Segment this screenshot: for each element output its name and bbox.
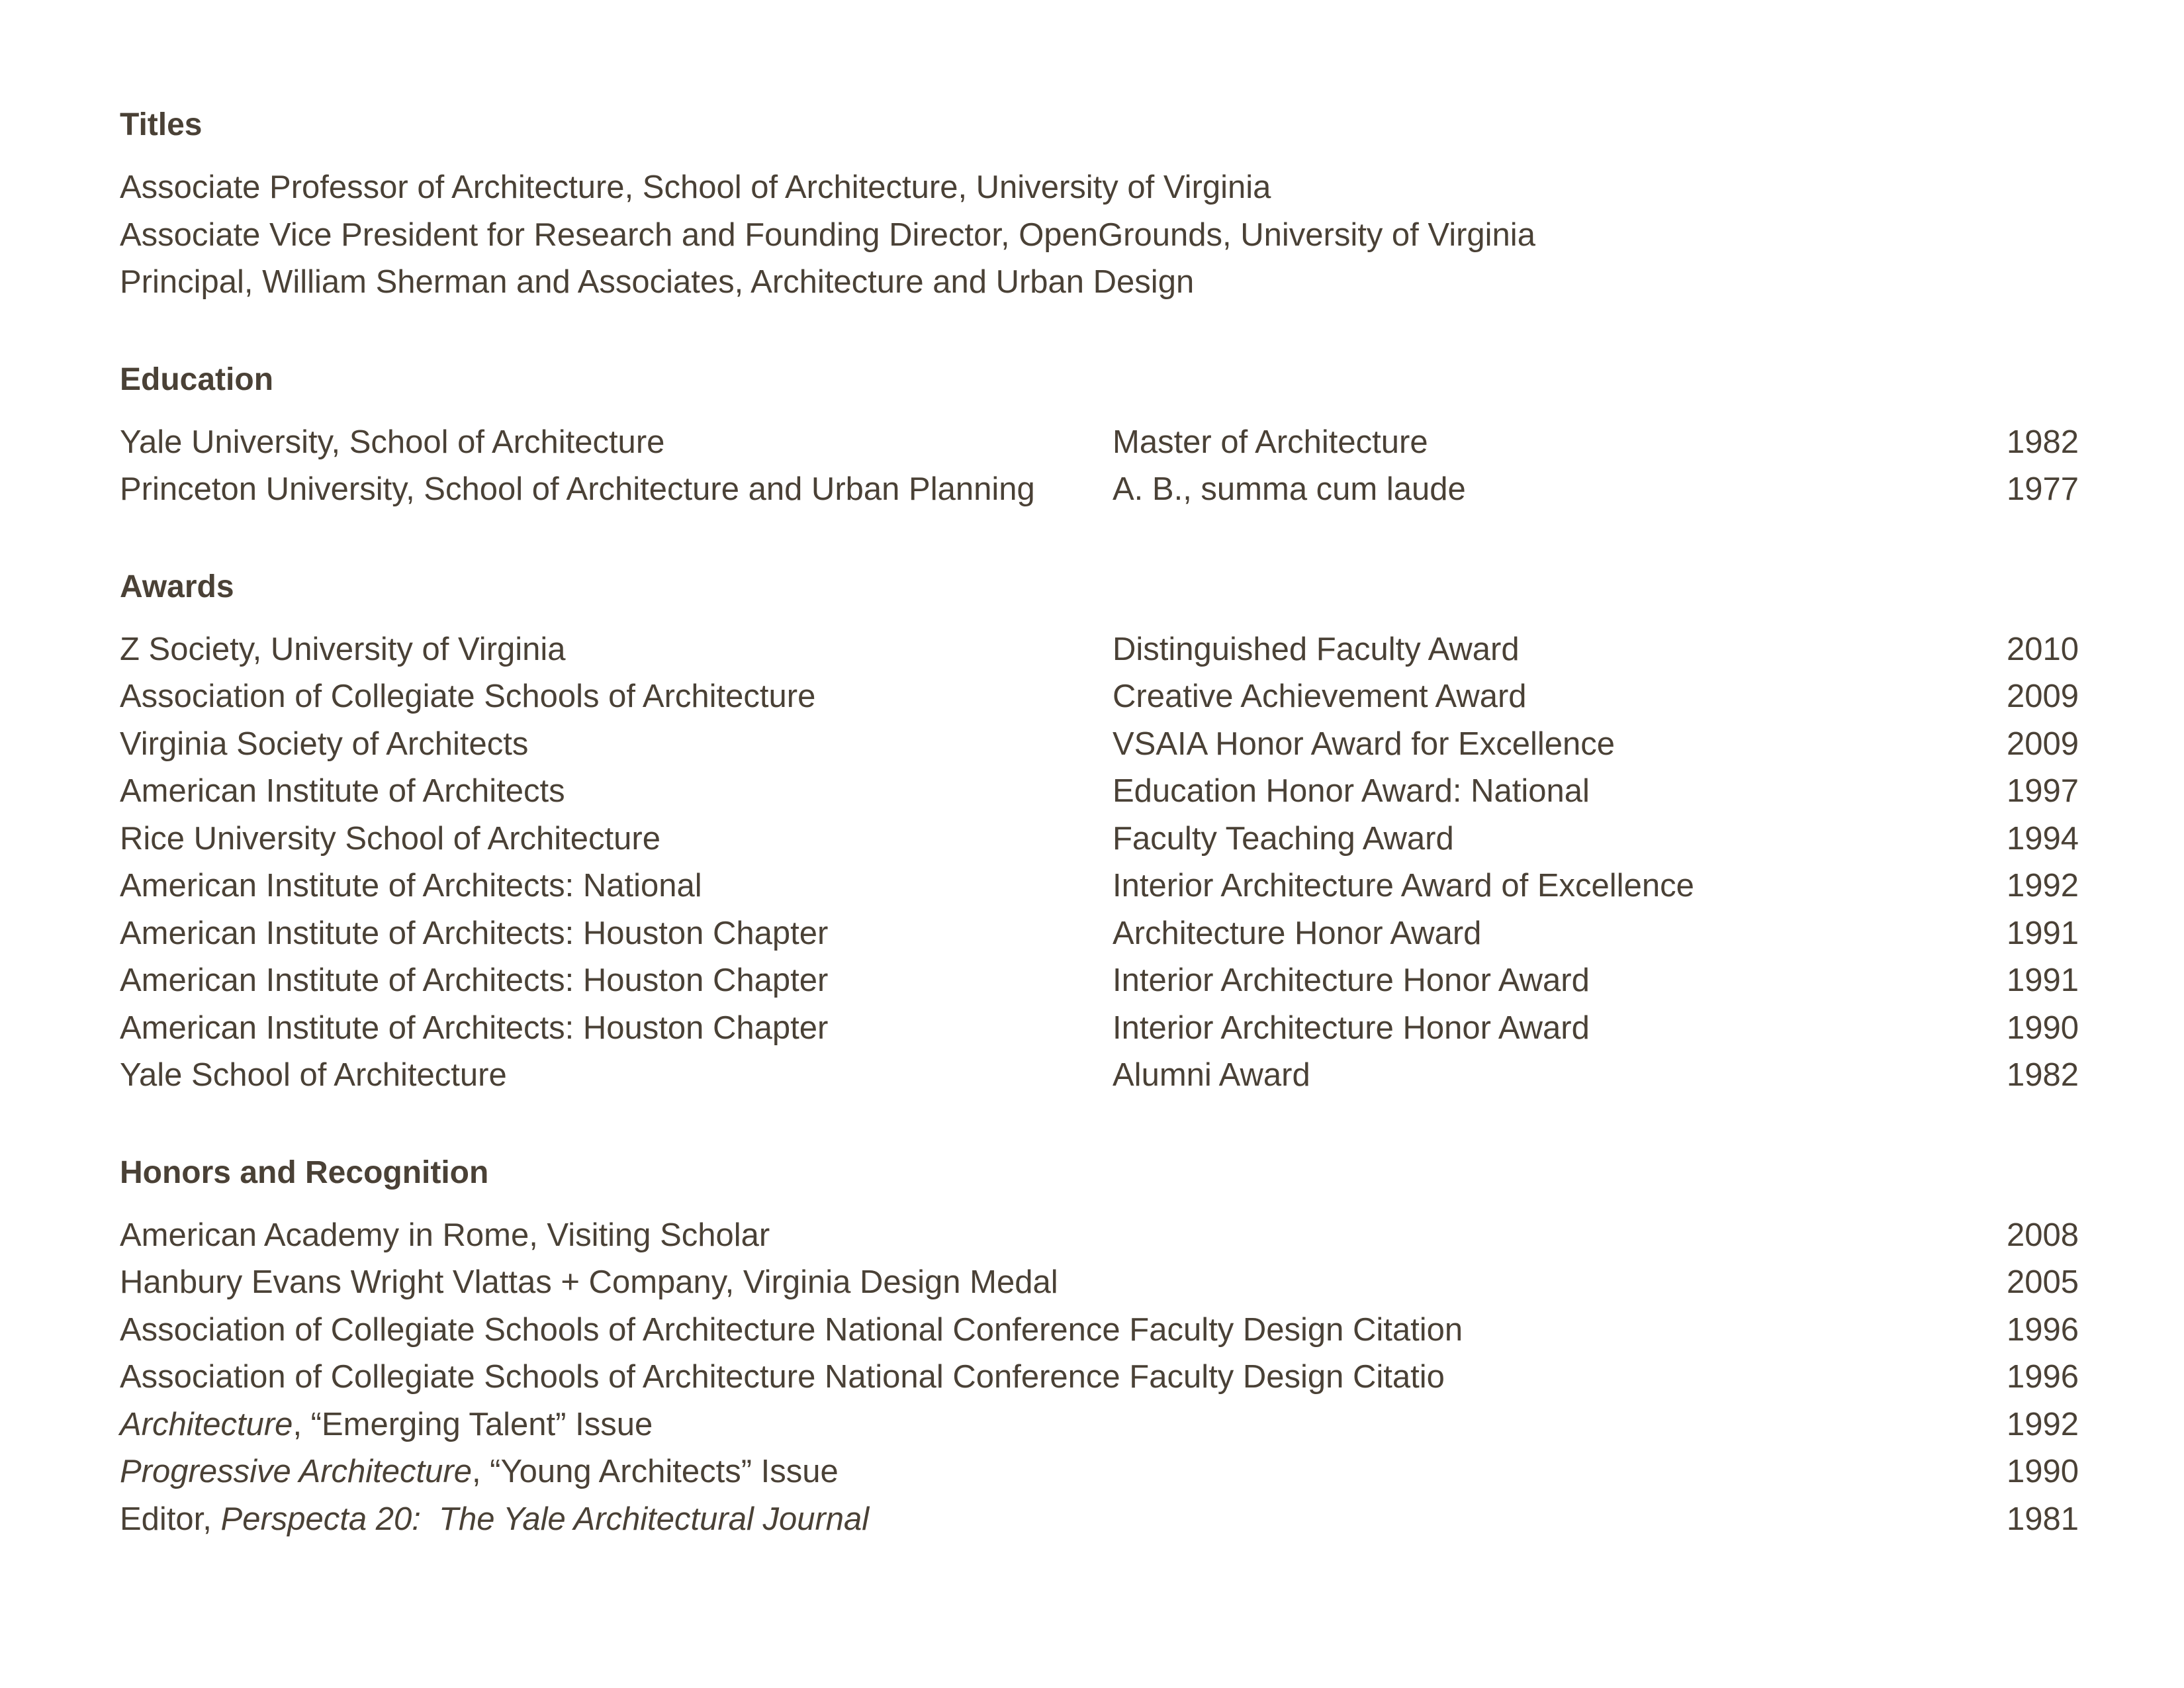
award-name: Faculty Teaching Award: [1113, 820, 1454, 857]
award-name: Distinguished Faculty Award: [1113, 631, 1520, 667]
award-organization: Z Society, University of Virginia: [120, 631, 566, 667]
award-organization: American Institute of Architects: National: [120, 868, 702, 904]
honor-publication-title: Architecture: [120, 1406, 293, 1442]
honor-text: American Academy in Rome, Visiting Scholar: [120, 1217, 770, 1253]
honor-text: [120, 1496, 869, 1544]
honor-text-prefix: Editor,: [120, 1501, 221, 1537]
cv-page: [120, 106, 2079, 1597]
honor-text-rest: , “Emerging Talent” Issue: [293, 1406, 653, 1442]
section-heading-honors: Honors and Recognition: [120, 1154, 489, 1190]
title-text: Principal, William Sherman and Associates, Architecture and Urban Design: [120, 264, 1195, 300]
honor-year: 1996: [2006, 1311, 2079, 1348]
title-text: Associate Professor of Architecture, School of Architecture, University of Virginia: [120, 169, 1271, 205]
honor-year: 1996: [2006, 1359, 2079, 1395]
award-row: [120, 1052, 2079, 1100]
section-heading-awards: Awards: [120, 569, 234, 604]
education-year: 1977: [2006, 471, 2079, 507]
honor-row: [120, 1307, 2079, 1354]
education-institution: Yale University, School of Architecture: [120, 424, 665, 460]
education-institution: Princeton University, School of Architecture and Urban Planning: [120, 471, 1035, 507]
honor-text: Association of Collegiate Schools of Architecture National Conference Faculty Design Citatio: [120, 1359, 1445, 1395]
award-row: [120, 768, 2079, 816]
award-row: [120, 626, 2079, 674]
honor-row: [120, 1212, 2079, 1260]
honor-text-rest: , “Young Architects” Issue: [471, 1454, 839, 1489]
award-organization: American Institute of Architects: [120, 773, 565, 809]
award-organization: Yale School of Architecture: [120, 1057, 507, 1093]
award-organization: American Institute of Architects: Houston Chapter: [120, 915, 829, 951]
award-row: [120, 1005, 2079, 1053]
award-year: 1990: [2006, 1009, 2079, 1046]
award-year: 1982: [2006, 1057, 2079, 1093]
award-year: 1997: [2006, 773, 2079, 809]
education-section: [120, 361, 2079, 514]
honor-publication-title: Perspecta 20: The Yale Architectural Journal: [220, 1501, 870, 1537]
honor-year: 1992: [2006, 1406, 2079, 1442]
education-row: [120, 466, 2079, 514]
titles-section: [120, 106, 2079, 306]
honor-row: [120, 1448, 2079, 1496]
honor-year: 1981: [2006, 1501, 2079, 1537]
award-name: Interior Architecture Honor Award: [1113, 962, 1590, 998]
award-row: [120, 863, 2079, 910]
honor-row: [120, 1259, 2079, 1307]
section-heading-education: Education: [120, 361, 274, 397]
honor-text: Association of Collegiate Schools of Architecture National Conference Faculty Design Citation: [120, 1311, 1463, 1348]
honor-year: 2005: [2006, 1264, 2079, 1300]
title-text: Associate Vice President for Research and Founding Director, OpenGrounds, University of Virginia: [120, 216, 1535, 253]
section-heading-titles: Titles: [120, 107, 203, 142]
award-name: VSAIA Honor Award for Excellence: [1113, 726, 1615, 762]
award-name: Creative Achievement Award: [1113, 679, 1527, 714]
award-organization: Association of Collegiate Schools of Architecture: [120, 679, 816, 714]
award-name: Architecture Honor Award: [1113, 915, 1482, 951]
title-item: [120, 212, 2079, 259]
education-year: 1982: [2006, 424, 2079, 460]
honor-publication-title: Progressive Architecture: [120, 1454, 472, 1489]
award-row: [120, 721, 2079, 769]
award-row: [120, 957, 2079, 1005]
award-name: Education Honor Award: National: [1113, 773, 1590, 809]
award-year: 1992: [2006, 868, 2079, 904]
awards-section: [120, 568, 2079, 1100]
award-organization: Rice University School of Architecture: [120, 820, 660, 857]
education-row: [120, 419, 2079, 467]
education-degree: Master of Architecture: [1113, 424, 1428, 460]
education-degree: A. B., summa cum laude: [1113, 471, 1466, 507]
honor-text: Hanbury Evans Wright Vlattas + Company, Virginia Design Medal: [120, 1264, 1058, 1300]
award-row: [120, 673, 2079, 721]
award-year: 1991: [2006, 962, 2079, 998]
title-item: [120, 259, 2079, 306]
honor-text: [120, 1448, 839, 1496]
honor-row: [120, 1496, 2079, 1544]
award-name: Alumni Award: [1113, 1057, 1310, 1093]
honor-row: [120, 1401, 2079, 1449]
award-organization: American Institute of Architects: Houston Chapter: [120, 1009, 829, 1046]
award-year: 1994: [2006, 820, 2079, 857]
award-name: Interior Architecture Award of Excellence: [1113, 868, 1694, 904]
honor-year: 1990: [2006, 1454, 2079, 1489]
award-year: 2010: [2006, 631, 2079, 667]
honor-text: [120, 1401, 653, 1449]
award-name: Interior Architecture Honor Award: [1113, 1009, 1590, 1046]
award-row: [120, 816, 2079, 863]
award-year: 1991: [2006, 915, 2079, 951]
honor-year: 2008: [2006, 1217, 2079, 1253]
award-row: [120, 910, 2079, 958]
award-year: 2009: [2006, 679, 2079, 714]
honor-row: [120, 1354, 2079, 1401]
award-organization: Virginia Society of Architects: [120, 726, 529, 762]
award-year: 2009: [2006, 726, 2079, 762]
award-organization: American Institute of Architects: Houston Chapter: [120, 962, 829, 998]
title-item: [120, 164, 2079, 212]
honors-section: [120, 1154, 2079, 1544]
